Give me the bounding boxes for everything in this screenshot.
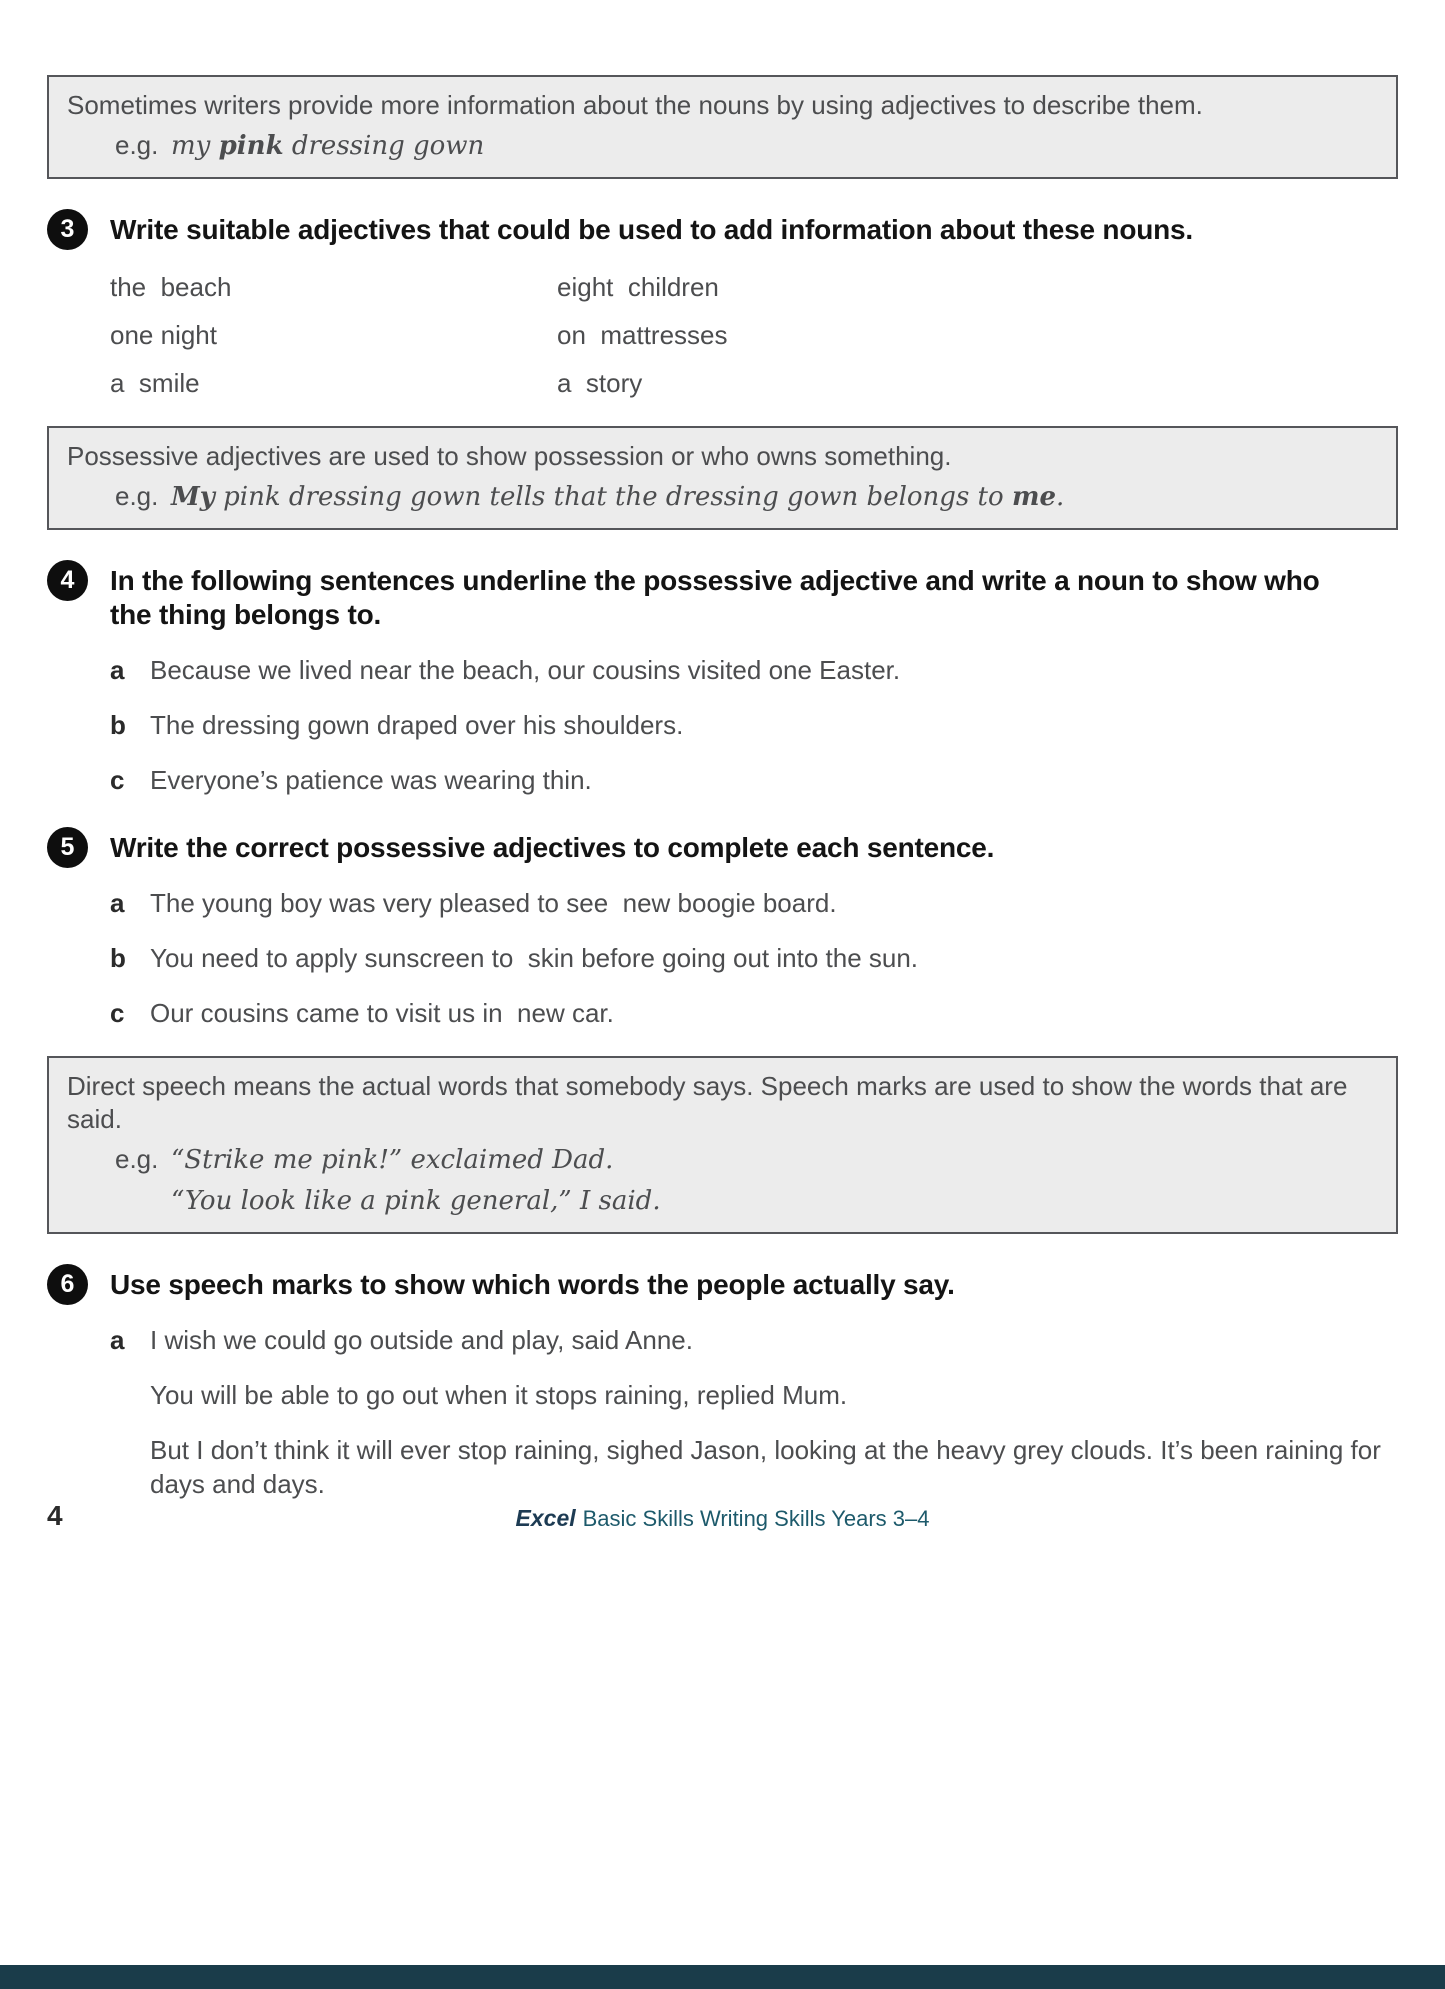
noun-item: eight children <box>557 272 719 302</box>
bottom-color-bar <box>0 1965 1445 1989</box>
question-content <box>110 827 1398 1030</box>
question-heading: Use speech marks to show which words the people actually say. <box>110 1269 955 1300</box>
noun-item: a story <box>557 368 643 398</box>
item-letter: a <box>110 888 125 918</box>
sentence-item <box>110 708 1398 742</box>
sentence-text: Because we lived near the beach, our cousins visited one Easter. <box>150 655 901 685</box>
sentence-text: I wish we could go outside and play, said Anne. <box>150 1325 693 1355</box>
example-text: pink dressing gown <box>214 482 482 512</box>
example-line <box>67 1184 1378 1218</box>
sentence-item <box>110 763 1398 797</box>
brand-logo-text: Excel <box>515 1505 576 1531</box>
question-4 <box>47 560 1398 797</box>
series-title: Basic Skills Writing Skills Years 3–4 <box>582 1506 930 1531</box>
example-text: “You look like a pink general,” I said. <box>171 1186 661 1216</box>
noun-item: on mattresses <box>557 320 728 350</box>
info-box-text: Sometimes writers provide more information about the nouns by using adjectives to describe them. <box>67 90 1203 120</box>
question-5 <box>47 827 1398 1030</box>
question-heading: Write suitable adjectives that could be used to add information about these nouns. <box>110 214 1193 245</box>
noun-item: the beach <box>110 272 232 302</box>
noun-item: a smile <box>110 368 200 398</box>
item-letter <box>110 1433 150 1501</box>
example-text: . <box>1056 482 1065 512</box>
question-content <box>110 560 1398 797</box>
sentence-item <box>110 1433 1398 1501</box>
eg-label: e.g. <box>115 130 159 160</box>
example-line <box>67 480 1378 514</box>
item-letter: c <box>110 765 125 795</box>
question-6 <box>47 1264 1398 1501</box>
info-box-text: Possessive adjectives are used to show possession or who owns something. <box>67 441 952 471</box>
question-content <box>110 1264 1398 1501</box>
eg-label: e.g. <box>115 1144 159 1174</box>
sentence-item <box>110 886 1398 920</box>
sentence-text: You will be able to go out when it stops raining, replied Mum. <box>150 1380 848 1410</box>
example-text: tells that the dressing gown belongs to <box>481 482 1012 512</box>
example-text-bold: My <box>171 482 215 512</box>
example-line <box>67 1143 1378 1177</box>
sentence-text: You need to apply sunscreen to skin before going out into the sun. <box>150 943 919 973</box>
sentence-text: The dressing gown draped over his shoulders. <box>150 710 684 740</box>
info-box-adjectives <box>47 75 1398 179</box>
example-line <box>67 129 1378 163</box>
noun-grid <box>110 271 1398 400</box>
example-text: dressing gown <box>283 131 485 161</box>
question-number-badge: 3 <box>47 209 88 250</box>
sentence-text: But I don’t think it will ever stop raining, sighed Jason, looking at the heavy grey clouds. It’s been raining for days and days. <box>150 1435 1389 1499</box>
item-letter: a <box>110 1325 125 1355</box>
eg-label: e.g. <box>115 481 159 511</box>
question-heading: Write the correct possessive adjectives to complete each sentence. <box>110 832 995 863</box>
question-number-badge: 6 <box>47 1264 88 1305</box>
question-3 <box>47 209 1398 400</box>
question-number-badge: 4 <box>47 560 88 601</box>
sentence-item <box>110 653 1398 687</box>
sentence-item <box>110 941 1398 975</box>
sentence-text: The young boy was very pleased to see new boogie board. <box>150 888 837 918</box>
sentence-item <box>110 1378 1398 1412</box>
info-box-possessive-adjectives <box>47 426 1398 530</box>
item-letter: b <box>110 710 126 740</box>
footer-imprint <box>47 1505 1398 1532</box>
item-letter <box>110 1378 150 1412</box>
question-heading: In the following sentences underline the possessive adjective and write a noun to show who the thing belongs to. <box>110 565 1320 630</box>
item-letter: a <box>110 655 125 685</box>
info-box-text: Direct speech means the actual words that somebody says. Speech marks are used to show the words that are said. <box>67 1071 1348 1134</box>
sentence-text: Our cousins came to visit us in new car. <box>150 998 614 1028</box>
sentence-text: Everyone’s patience was wearing thin. <box>150 765 592 795</box>
page-number: 4 <box>47 1500 63 1531</box>
question-content <box>110 209 1398 400</box>
item-letter: c <box>110 998 125 1028</box>
page-footer <box>47 1500 1398 1540</box>
info-box-direct-speech <box>47 1056 1398 1234</box>
example-text-bold: me <box>1011 482 1056 512</box>
example-text-bold: pink <box>218 131 284 161</box>
question-number-badge: 5 <box>47 827 88 868</box>
example-text: “Strike me pink!” exclaimed Dad. <box>171 1145 614 1175</box>
item-letter: b <box>110 943 126 973</box>
noun-item: one night <box>110 320 217 350</box>
sentence-item <box>110 1323 1398 1357</box>
example-text: my <box>171 131 219 161</box>
sentence-item <box>110 996 1398 1030</box>
